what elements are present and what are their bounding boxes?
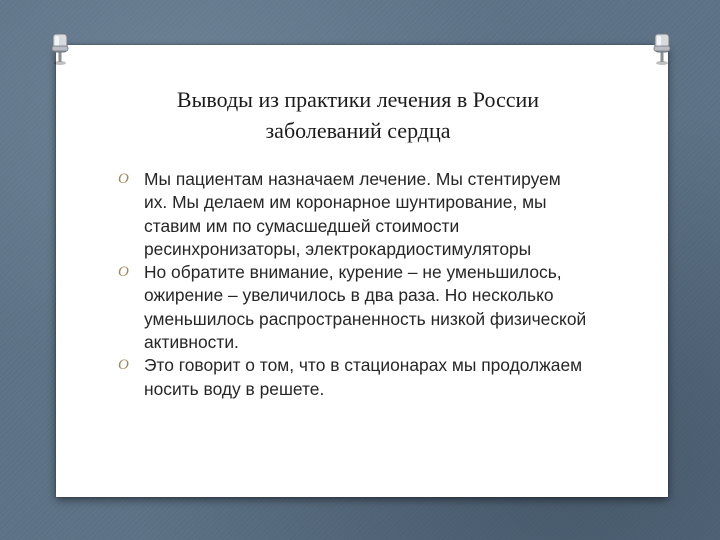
bullet-marker-icon: O bbox=[118, 171, 129, 187]
bullet-text: Это говорит о том, что в стационарах мы продолжаем носить воду в решете. bbox=[144, 355, 583, 399]
bullet-list bbox=[118, 168, 588, 401]
pushpin-icon bbox=[50, 32, 70, 66]
slide-title-line: Выводы из практики лечения в России bbox=[176, 87, 540, 112]
bullet-item bbox=[118, 261, 588, 354]
bullet-text: Мы пациентам назначаем лечение. Мы стентируем их. Мы делаем им коронарное шунтирование, мы ставим им по сумасшедшей стоимости ресинхронизаторы, электрокардиостимуляторы bbox=[144, 169, 561, 259]
bullet-item bbox=[118, 354, 588, 401]
slide-title bbox=[56, 84, 660, 146]
slide-title-line: заболеваний сердца bbox=[265, 118, 451, 143]
bullet-marker-icon: O bbox=[118, 357, 129, 374]
bullet-item bbox=[118, 168, 588, 261]
bullet-text: Но обратите внимание, курение – не уменьшилось, ожирение – увеличилось в два раза. Но несколько уменьшилось распространенность низкой физической активности. bbox=[144, 262, 587, 353]
bullet-marker-icon: O bbox=[118, 264, 129, 281]
pushpin-icon bbox=[652, 32, 672, 66]
